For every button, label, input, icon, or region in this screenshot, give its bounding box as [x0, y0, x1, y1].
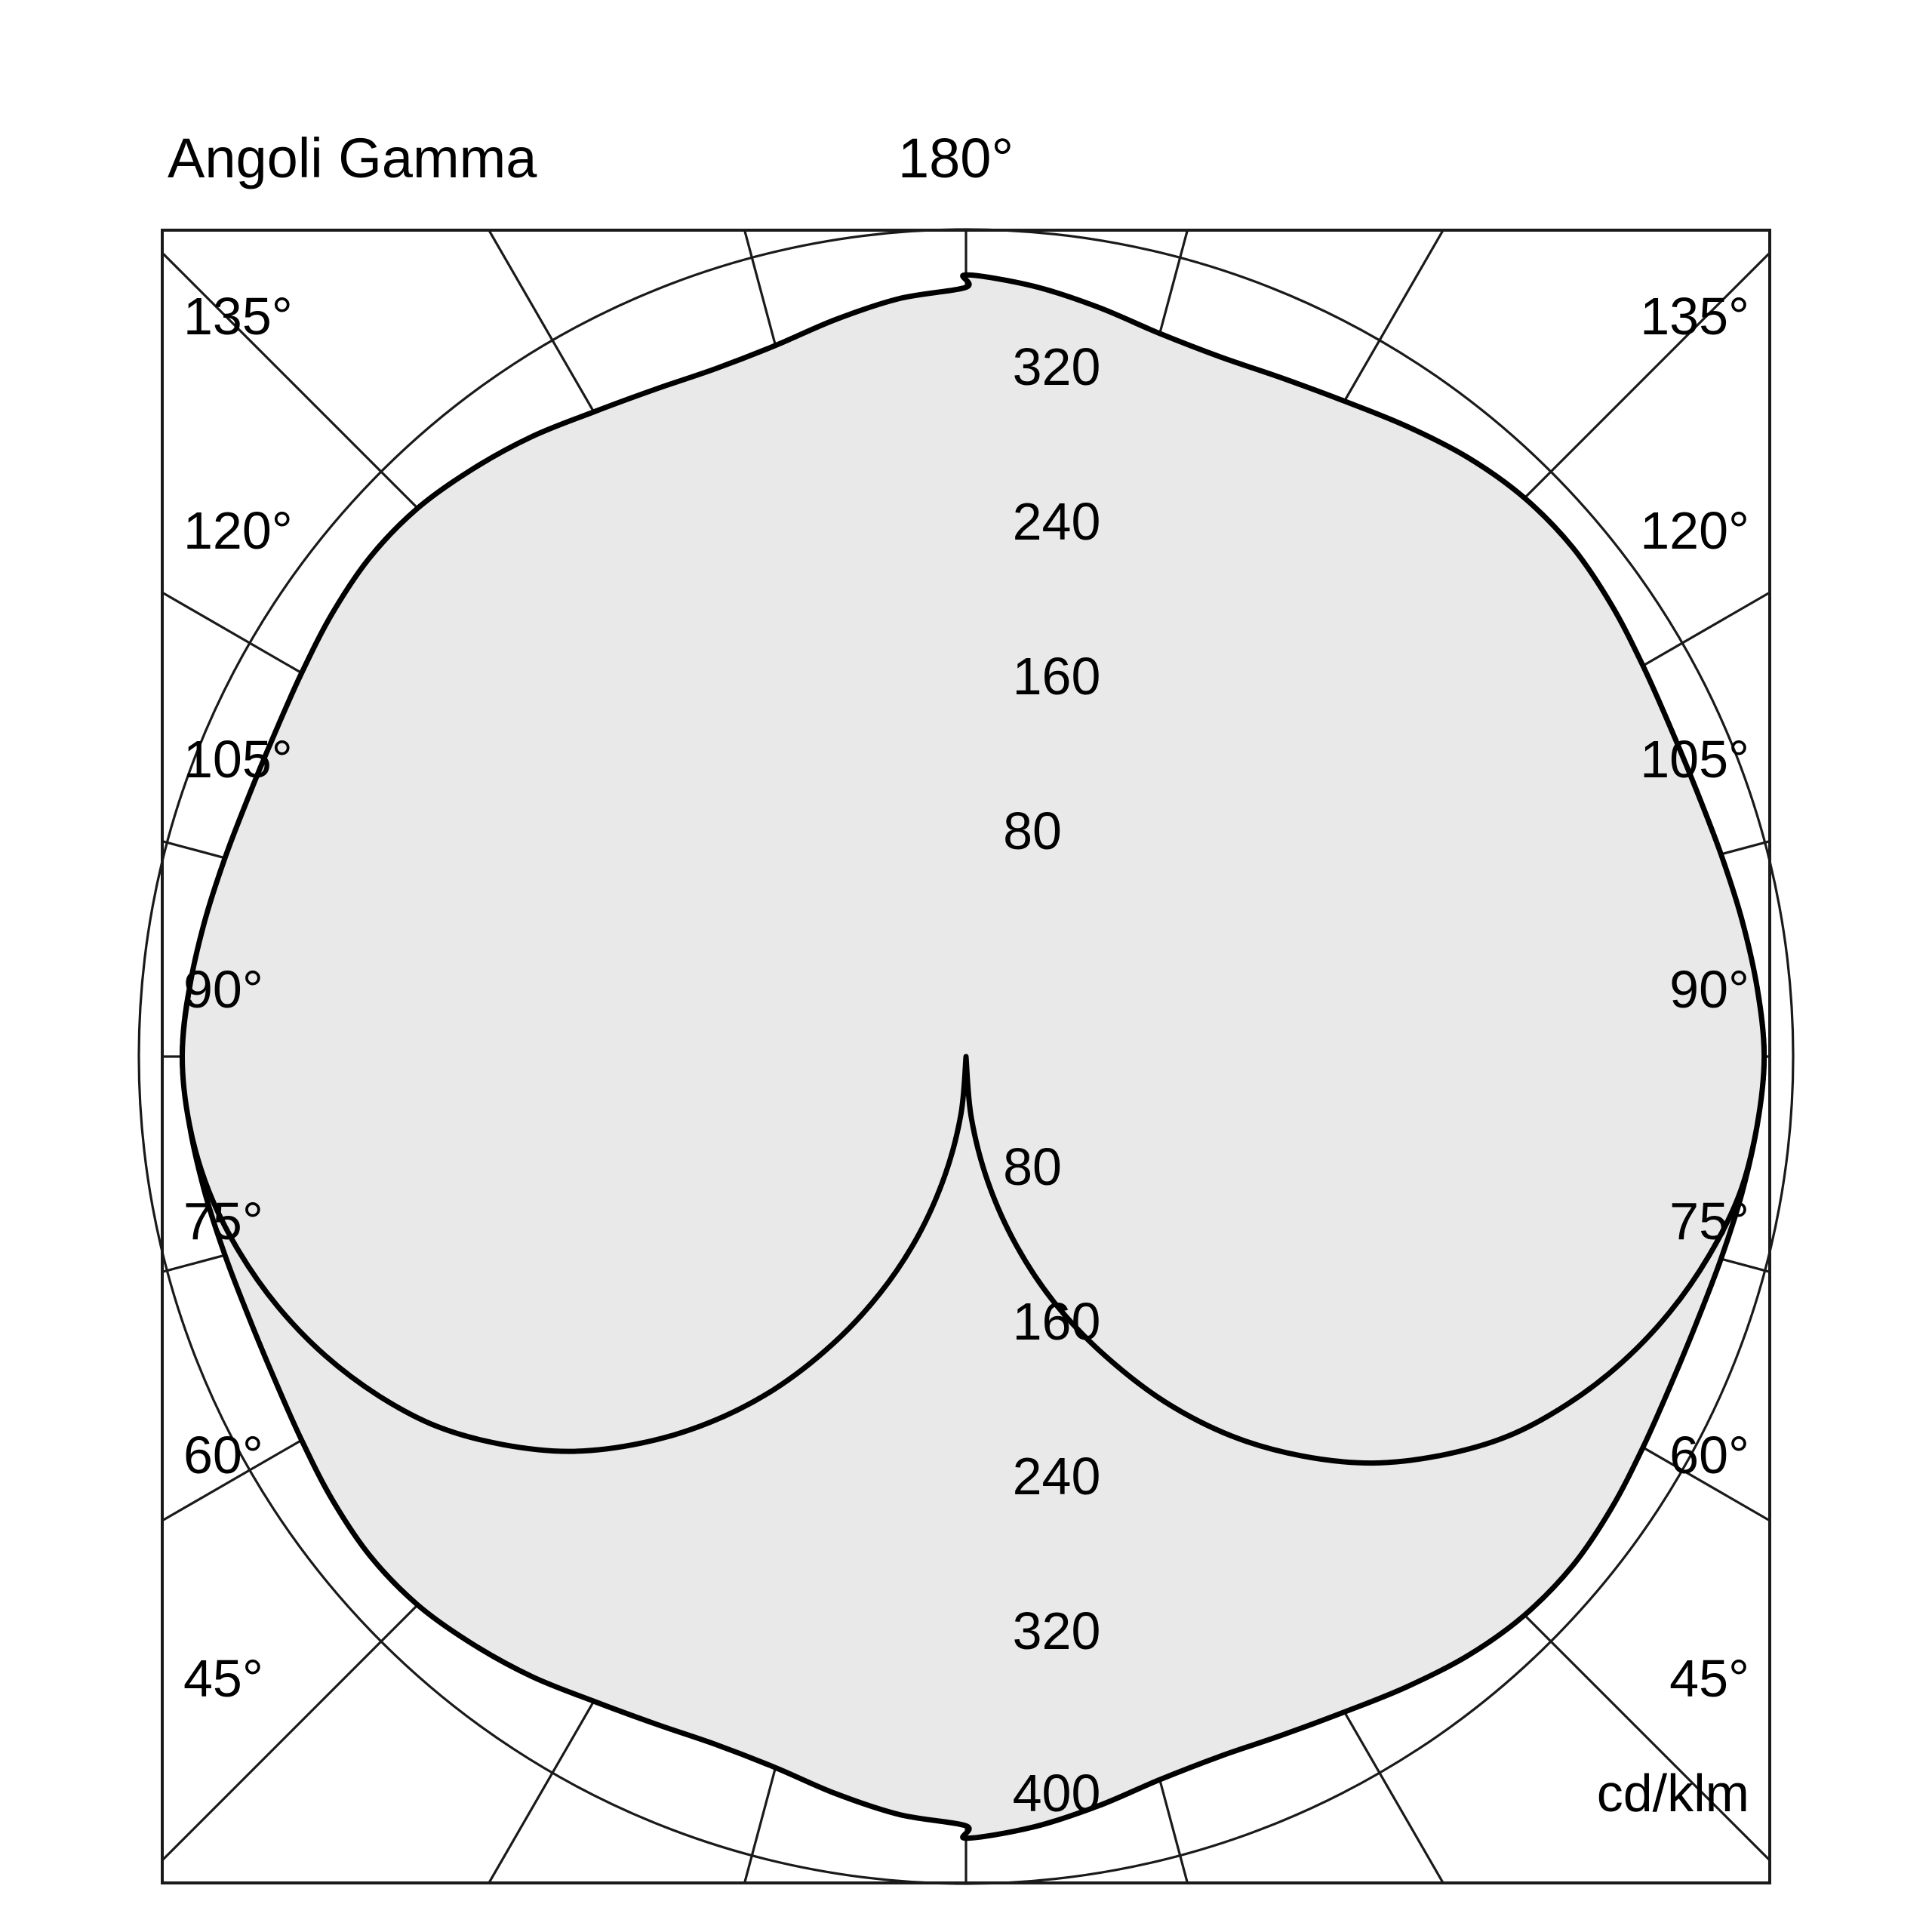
- angle-label-right-75: 75°: [1669, 1192, 1749, 1251]
- angle-label-left-105: 105°: [183, 730, 293, 789]
- angle-label-left-45: 45°: [183, 1649, 263, 1708]
- angle-label-left-135: 135°: [183, 287, 293, 346]
- radial-label-lower-320: 320: [1012, 1601, 1101, 1660]
- angle-label-right-120: 120°: [1640, 501, 1749, 560]
- top-angle-label: 180°: [898, 127, 1014, 189]
- angle-label-left-120: 120°: [183, 501, 293, 560]
- radial-label-upper-320: 320: [1012, 337, 1101, 396]
- unit-label: cd/klm: [1596, 1764, 1749, 1823]
- angle-label-left-75: 75°: [183, 1192, 263, 1251]
- angle-label-right-105: 105°: [1640, 730, 1749, 789]
- radial-label-lower-80: 80: [1003, 1137, 1062, 1196]
- chart-title: Angoli Gamma: [168, 127, 537, 189]
- angle-label-right-90: 90°: [1669, 960, 1749, 1019]
- radial-label-lower-240: 240: [1012, 1447, 1101, 1506]
- angle-label-left-60: 60°: [183, 1426, 263, 1484]
- radial-label-upper-240: 240: [1012, 492, 1101, 551]
- radial-label-upper-80: 80: [1003, 801, 1062, 860]
- angle-label-right-45: 45°: [1669, 1649, 1749, 1708]
- angle-label-right-60: 60°: [1669, 1426, 1749, 1484]
- angle-label-right-135: 135°: [1640, 287, 1749, 346]
- radial-label-lower-400: 400: [1012, 1764, 1101, 1823]
- angle-label-left-90: 90°: [183, 960, 263, 1019]
- radial-label-lower-160: 160: [1012, 1292, 1101, 1351]
- radial-label-upper-160: 160: [1012, 647, 1101, 706]
